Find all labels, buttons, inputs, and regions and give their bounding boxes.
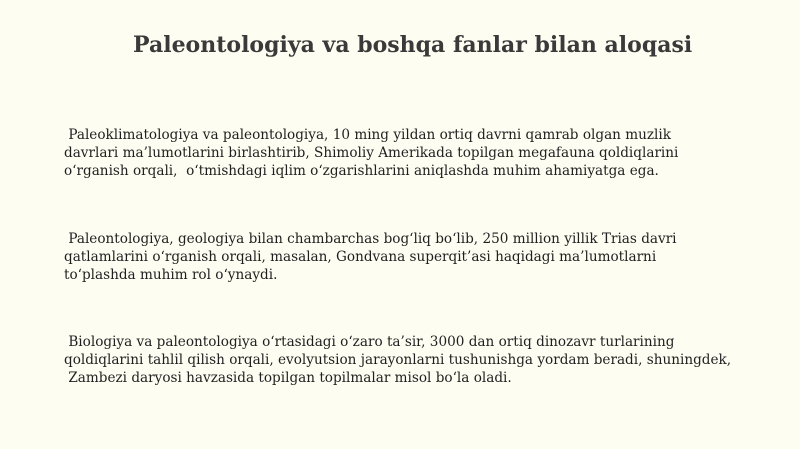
paragraph-line: Zambezi daryosi havzasida topilgan topilmalar misol bo‘la oladi. — [64, 370, 512, 386]
paragraph-line: Paleontologiya, geologiya bilan chambarchas bog‘liq bo‘lib, 250 million yillik Trias davri — [64, 231, 677, 247]
paragraph-geology — [64, 230, 774, 284]
paragraph-paleoclimatology — [64, 126, 774, 180]
paragraph-line: Biologiya va paleontologiya o‘rtasidagi o‘zaro ta’sir, 3000 dan ortiq dinozavr turlarining — [64, 334, 675, 350]
slide-title: Paleontologiya va boshqa fanlar bilan aloqasi — [133, 32, 693, 58]
paragraph-line: qatlamlarini o‘rganish orqali, masalan, Gondvana superqit’asi haqidagi ma’lumotlarni — [64, 249, 657, 265]
paragraph-line: Paleoklimatologiya va paleontologiya, 10 ming yildan ortiq davrni qamrab olgan muzlik — [64, 127, 671, 143]
paragraph-line: o‘rganish orqali, o‘tmishdagi iqlim o‘zgarishlarini aniqlashda muhim ahamiyatga ega. — [64, 163, 659, 179]
paragraph-biology — [64, 333, 774, 387]
paragraph-line: to‘plashda muhim rol o‘ynaydi. — [64, 267, 278, 283]
paragraph-line: davrlari ma’lumotlarini birlashtirib, Shimoliy Amerikada topilgan megafauna qoldiqlarini — [64, 145, 679, 161]
paragraph-line: qoldiqlarini tahlil qilish orqali, evolyutsion jarayonlarni tushunishga yordam beradi, shuningdek, — [64, 352, 732, 368]
